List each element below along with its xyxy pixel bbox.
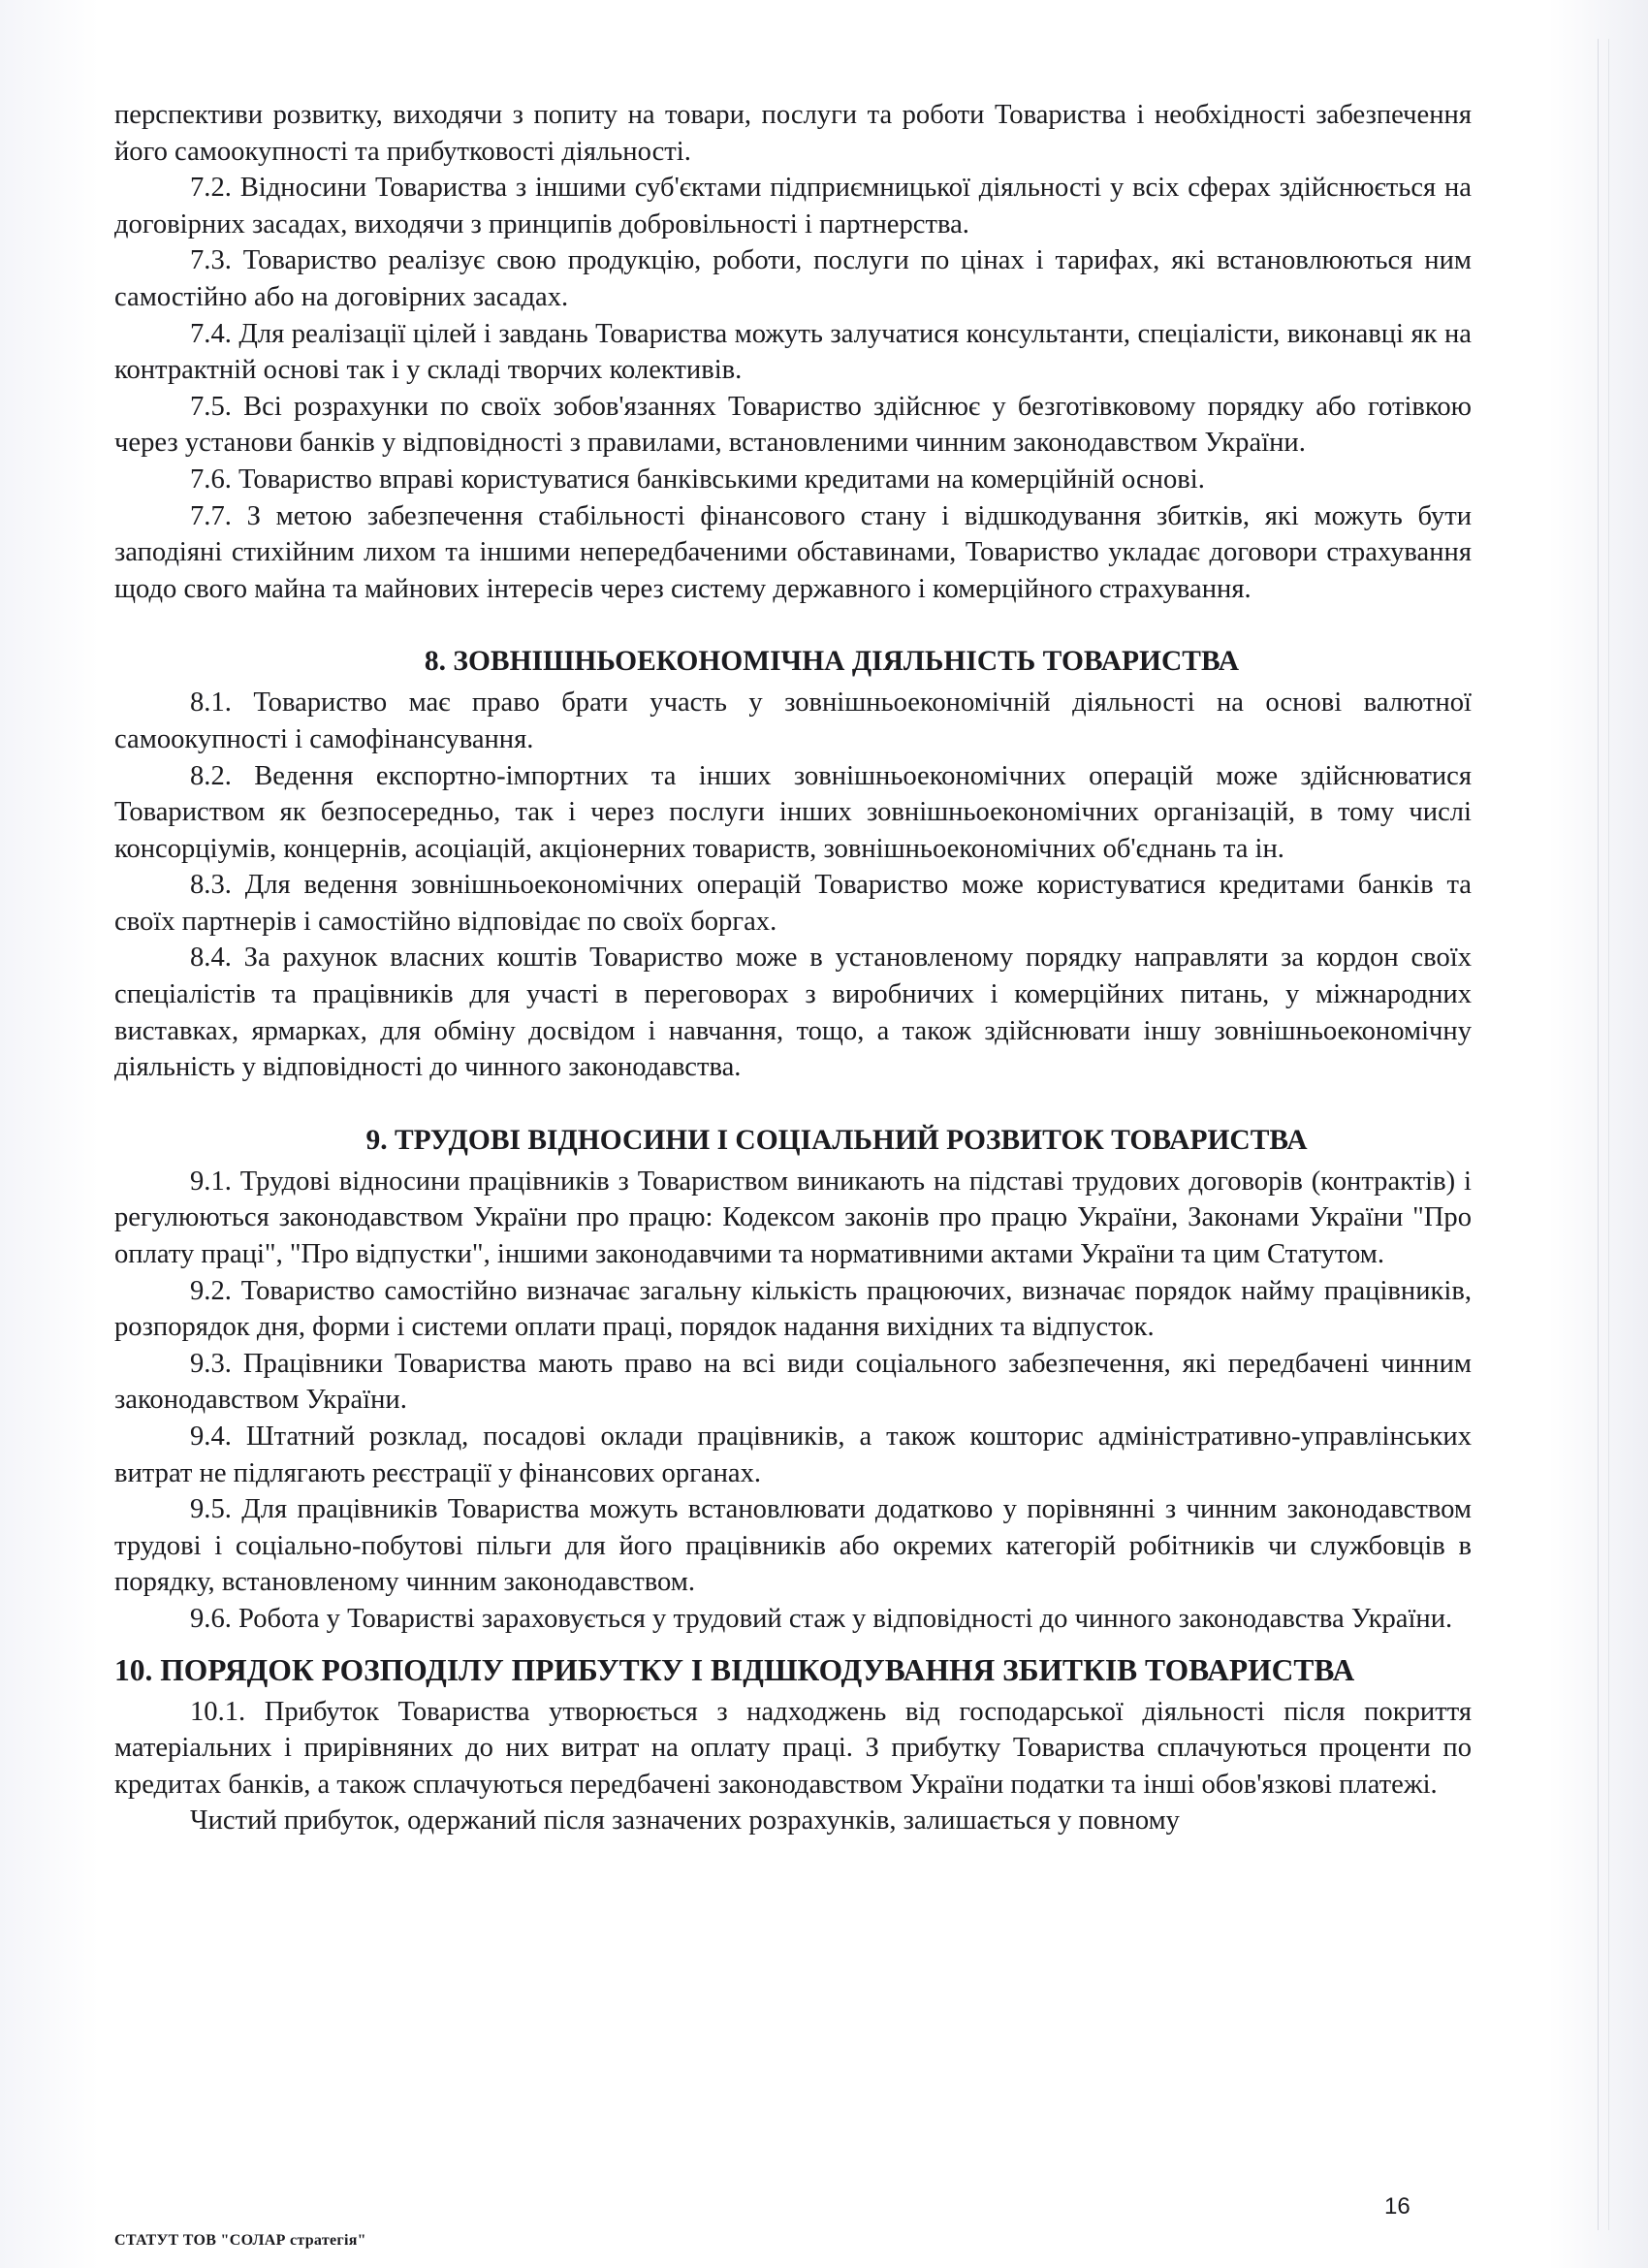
paragraph-8-1: 8.1. Товариство має право брати участь у зовнішньоекономічній діяльності на основі валютної самоокупності і самофінансування. — [114, 687, 1472, 754]
paragraph-7-6: 7.6. Товариство вправі користуватися банківськими кредитами на комерційній основі. — [190, 463, 1205, 495]
paragraph-7-4: 7.4. Для реалізації цілей і завдань Товариства можуть залучатися консультанти, спеціалісти, виконавці як на контрактній основі так і у складі творчих колективів. — [114, 318, 1472, 386]
section-10-heading: 10. ПОРЯДОК РОЗПОДІЛУ ПРИБУТКУ І ВІДШКОДУВАННЯ ЗБИТКІВ ТОВАРИСТВА — [114, 1652, 1355, 1687]
document-body — [114, 97, 1472, 1839]
paragraph-8-4: 8.4. За рахунок власних коштів Товариство може в установленому порядку направляти за кордон своїх спеціалістів та працівників для участі в переговорах з виробничих і комерційних питань, у міжнародних виставках, ярмарках, для обміну досвідом і навчання, тощо, а також здійснювати іншу зовнішньоекономічну діяльність у відповідності до чинного законодавства. — [114, 942, 1472, 1083]
paragraph-10-1: 10.1. Прибуток Товариства утворюється з надходжень від господарської діяльності після покриття матеріальних і прирівняних до них витрат на оплату праці. З прибутку Товариства сплачуються проценти по кредитах банків, а також сплачуються передбачені законодавством України податки та інші обов'язкові платежі. — [114, 1696, 1472, 1800]
paragraph-7-5: 7.5. Всі розрахунки по своїх зобов'язаннях Товариство здійснює у безготівковому порядку або готівкою через установи банків у відповідності з правилами, встановленими чинним законодавством України. — [114, 391, 1472, 459]
paragraph-9-5: 9.5. Для працівників Товариства можуть встановлювати додатково у порівнянні з чинним законодавством трудові і соціально-побутові пільги для його працівників або окремих категорій робітників чи службовців в порядку, встановленому чинним законодавством. — [114, 1494, 1472, 1598]
paragraph-8-2: 8.2. Ведення експортно-імпортних та інших зовнішньоекономічних операцій може здійснюватися Товариством як безпосередньо, так і через послуги інших зовнішньоекономічних організацій, в тому числі консорціумів, концернів, асоціацій, акціонерних товариств, зовнішньоекономічних об'єднань та ін. — [114, 760, 1472, 864]
paragraph-7-2: 7.2. Відносини Товариства з іншими суб'єктами підприємницької діяльності у всіх сферах здійснюється на договірних засадах, виходячи з принципів добровільності і партнерства. — [114, 173, 1472, 240]
page-number: 16 — [1384, 2193, 1410, 2220]
section-8-heading: 8. ЗОВНІШНЬОЕКОНОМІЧНА ДІЯЛЬНІСТЬ ТОВАРИСТВА — [424, 646, 1240, 678]
paragraph-8-3: 8.3. Для ведення зовнішньоекономічних операцій Товариство може користуватися кредитами банків та своїх партнерів і самостійно відповідає по своїх боргах. — [114, 870, 1472, 937]
footer-document-title: СТАТУТ ТОВ "СОЛАР стратегія" — [114, 2232, 366, 2249]
page-edge — [1598, 39, 1609, 2230]
section-9-heading: 9. ТРУДОВІ ВІДНОСИНИ І СОЦІАЛЬНИЙ РОЗВИТОК ТОВАРИСТВА — [365, 1124, 1308, 1156]
paragraph-9-1: 9.1. Трудові відносини працівників з Товариством виникають на підставі трудових договорів (контрактів) і регулюються законодавством України про працю: Кодексом законів про працю України, Законами України "Про оплату праці", "Про відпустки", іншими законодавчими та нормативними актами України та цим Статутом. — [114, 1166, 1472, 1270]
paragraph-9-4: 9.4. Штатний розклад, посадові оклади працівників, а також кошторис адміністративно-управлінських витрат не підлягають реєстрації у фінансових органах. — [114, 1421, 1472, 1488]
paragraph-9-3: 9.3. Працівники Товариства мають право на всі види соціального забезпечення, які передбачені чинним законодавством України. — [114, 1348, 1472, 1416]
paragraph-10-1-net-profit: Чистий прибуток, одержаний після зазначених розрахунків, залишається у повному — [190, 1805, 1180, 1837]
paragraph-7-1-continued: перспективи розвитку, виходячи з попиту на товари, послуги та роботи Товариства і необхідності забезпечення його самоокупності та прибутковості діяльності. — [114, 100, 1472, 167]
paragraph-9-2: 9.2. Товариство самостійно визначає загальну кількість працюючих, визначає порядок найму працівників, розпорядок дня, форми і системи оплати праці, порядок надання вихідних та відпусток. — [114, 1275, 1472, 1343]
paragraph-7-7: 7.7. З метою забезпечення стабільності фінансового стану і відшкодування збитків, які можуть бути заподіяні стихійним лихом та іншими непередбаченими обставинами, Товариство укладає договори страхування щодо свого майна та майнових інтересів через систему державного і комерційного страхування. — [114, 500, 1472, 604]
paragraph-9-6: 9.6. Робота у Товаристві зараховується у трудовий стаж у відповідності до чинного законодавства України. — [190, 1603, 1453, 1634]
paragraph-7-3: 7.3. Товариство реалізує свою продукцію, роботи, послуги по цінах і тарифах, які встановлюються ним самостійно або на договірних засадах. — [114, 245, 1472, 312]
